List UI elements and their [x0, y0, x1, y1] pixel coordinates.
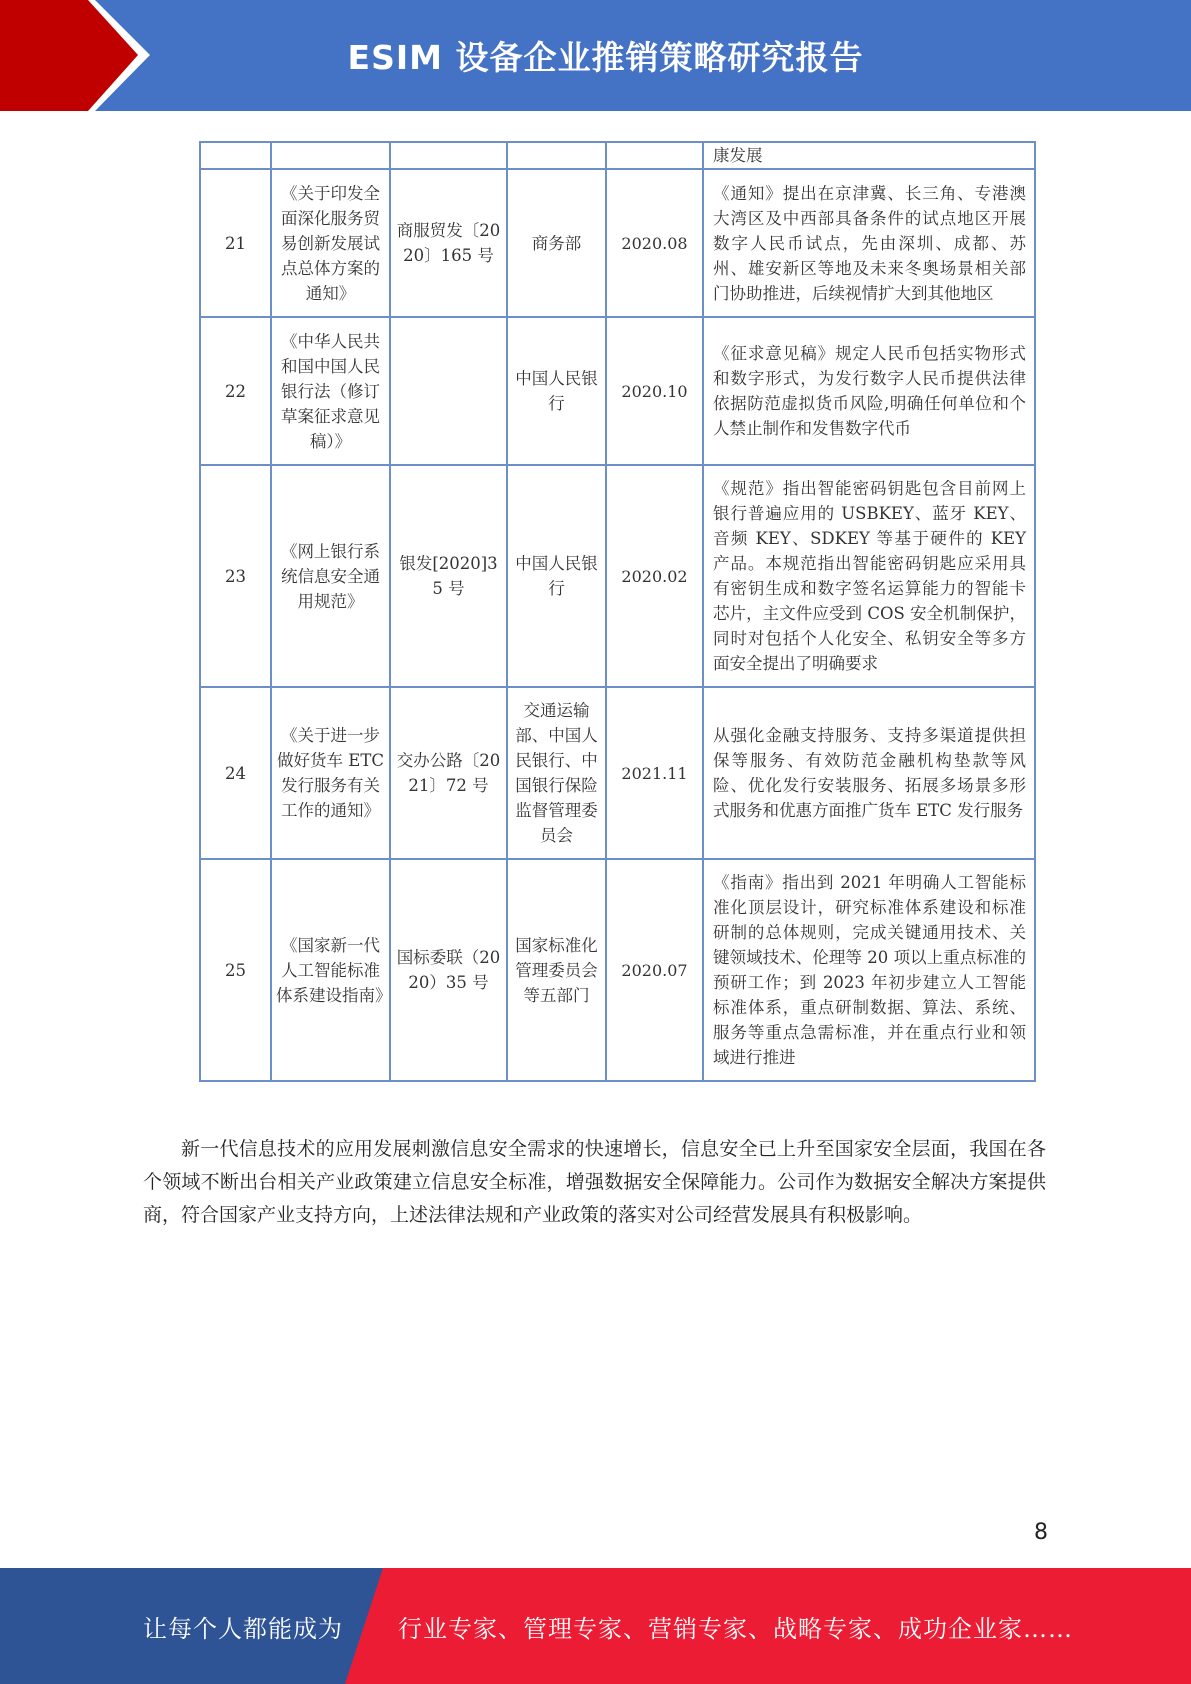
- row-date: 2021.11: [606, 687, 703, 859]
- footer-slogan-right: 行业专家、管理专家、营销专家、战略专家、成功企业家……: [398, 1614, 1073, 1643]
- row-desc: 《征求意见稿》规定人民币包括实物形式和数字形式，为发行数字人民币提供法律依据防范虚拟货币风险,明确任何单位和个人禁止制作和发售数字代币: [703, 317, 1035, 465]
- row-doc-no: 商服贸发〔2020〕165 号: [390, 169, 507, 317]
- row-issuer: 中国人民银行: [507, 465, 606, 687]
- row-desc: 《通知》提出在京津冀、长三角、专港澳大湾区及中西部具备条件的试点地区开展数字人民币试点，先由深圳、成都、苏州、雄安新区等地及未来冬奥场景相关部门协助推进，后续视情扩大到其他地区: [703, 169, 1035, 317]
- row-desc: 《指南》指出到 2021 年明确人工智能标准化顶层设计，研究标准体系建设和标准研制的总体规则，完成关键通用技术、关键领域技术、伦理等 20 项以上重点标准的预研工作；到 2023 年初步建立人工智能标准体系，重点研制数据、算法、系统、服务等重点急需标准，并在重点行业和领域进行推进: [703, 859, 1035, 1081]
- row-issuer: 交通运输部、中国人民银行、中国银行保险监督管理委员会: [507, 687, 606, 859]
- row-doc-no: 国标委联（2020）35 号: [390, 859, 507, 1081]
- body-paragraph: 新一代信息技术的应用发展刺激信息安全需求的快速增长，信息安全已上升至国家安全层面，我国在各个领域不断出台相关产业政策建立信息安全标准，增强数据安全保障能力。公司作为数据安全解决方案提供商，符合国家产业支持方向，上述法律法规和产业政策的落实对公司经营发展具有积极影响。: [143, 1138, 1046, 1226]
- row-number: 23: [200, 465, 271, 687]
- page-footer: [0, 1568, 1191, 1684]
- row-name: 《网上银行系统信息安全通用规范》: [271, 465, 390, 687]
- table-row: [200, 465, 1035, 687]
- footer-slogan-left: 让每个人都能成为: [143, 1614, 343, 1643]
- row-number: 25: [200, 859, 271, 1081]
- row-issuer: 国家标准化管理委员会等五部门: [507, 859, 606, 1081]
- row-name: 《中华人民共和国中国人民银行法（修订草案征求意见稿）》: [271, 317, 390, 465]
- table-row: [200, 169, 1035, 317]
- report-title: ESIM 设备企业推销策略研究报告: [347, 38, 864, 77]
- page-number: 8: [1034, 1520, 1048, 1545]
- row-issuer: 中国人民银行: [507, 317, 606, 465]
- row-name: 《关于印发全面深化服务贸易创新发展试点总体方案的通知》: [271, 169, 390, 317]
- row-date: 2020.08: [606, 169, 703, 317]
- row-issuer: 商务部: [507, 169, 606, 317]
- row-number: 22: [200, 317, 271, 465]
- row-name: 《关于进一步做好货车 ETC 发行服务有关工作的通知》: [271, 687, 390, 859]
- row-desc: 从强化金融支持服务、支持多渠道提供担保等服务、有效防范金融机构垫款等风险、优化发行安装服务、拓展多场景多形式服务和优惠方面推广货车 ETC 发行服务: [703, 687, 1035, 859]
- row-number: 24: [200, 687, 271, 859]
- page-header: [0, 0, 1191, 111]
- table-row: [200, 317, 1035, 465]
- row-name: 《国家新一代人工智能标准体系建设指南》: [271, 859, 390, 1081]
- row-date: 2020.07: [606, 859, 703, 1081]
- row-desc: 康发展: [703, 142, 1035, 169]
- row-date: 2020.02: [606, 465, 703, 687]
- row-date: 2020.10: [606, 317, 703, 465]
- row-desc: 《规范》指出智能密码钥匙包含目前网上银行普遍应用的 USBKEY、蓝牙 KEY、音频 KEY、SDKEY 等基于硬件的 KEY 产品。本规范指出智能密码钥匙应采用具有密钥生成和数字签名运算能力的智能卡芯片，主文件应受到 COS 安全机制保护，同时对包括个人化安全、私钥安全等多方面安全提出了明确要求: [703, 465, 1035, 687]
- table-row: [200, 859, 1035, 1081]
- table-row-continuation: [200, 142, 1035, 169]
- row-doc-no: [390, 317, 507, 465]
- policy-table: [199, 141, 1036, 1082]
- row-doc-no: 银发[2020]35 号: [390, 465, 507, 687]
- table-row: [200, 687, 1035, 859]
- row-doc-no: 交办公路〔2021〕72 号: [390, 687, 507, 859]
- row-number: 21: [200, 169, 271, 317]
